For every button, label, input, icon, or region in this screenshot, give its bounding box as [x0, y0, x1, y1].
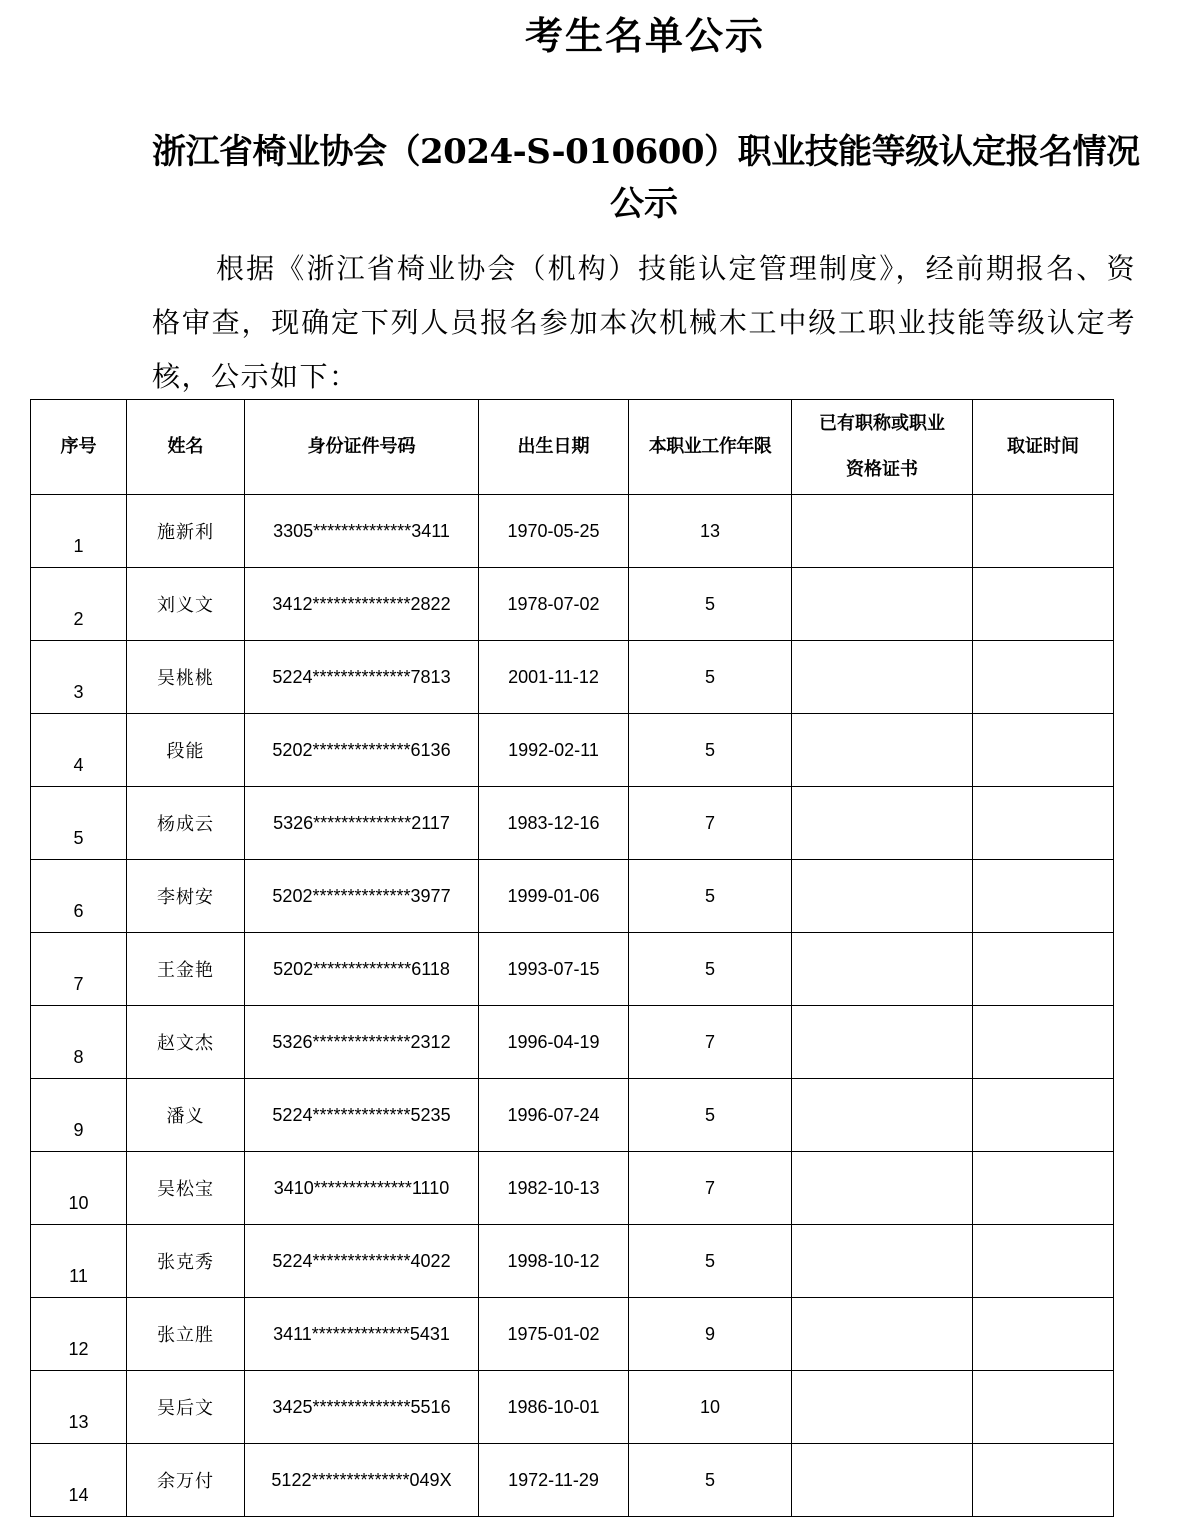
cell-name: 吴桃桃	[127, 641, 245, 714]
cell-cert-time	[973, 860, 1114, 933]
cell-cert-time	[973, 787, 1114, 860]
cell-certificate	[792, 568, 973, 641]
cell-work-years: 5	[629, 641, 792, 714]
header-certificate-line2: 资格证书	[846, 459, 918, 480]
candidate-table	[30, 399, 1114, 1517]
cell-index: 14	[31, 1444, 127, 1517]
cell-name: 施新利	[127, 495, 245, 568]
cell-certificate	[792, 1006, 973, 1079]
notice-subtitle-line1: 浙江省椅业协会（2024-S-010600）职业技能等级认定报名情况	[152, 132, 1140, 172]
cell-certificate	[792, 714, 973, 787]
cell-name: 余万付	[127, 1444, 245, 1517]
cell-name: 杨成云	[127, 787, 245, 860]
cell-birth-date: 1983-12-16	[479, 787, 629, 860]
intro-paragraph: 根据《浙江省椅业协会（机构）技能认定管理制度》，经前期报名、资格审查，现确定下列人员报名参加本次机械木工中级工职业技能等级认定考核，公示如下：	[152, 252, 1136, 393]
cell-name: 刘义文	[127, 568, 245, 641]
table-row	[31, 787, 1114, 860]
cell-birth-date: 1996-04-19	[479, 1006, 629, 1079]
cell-certificate	[792, 860, 973, 933]
cell-index: 13	[31, 1371, 127, 1444]
cell-certificate	[792, 1152, 973, 1225]
cell-index: 9	[31, 1079, 127, 1152]
table-row	[31, 568, 1114, 641]
cell-id-number: 3410**************1110	[245, 1152, 479, 1225]
cell-cert-time	[973, 1298, 1114, 1371]
cell-name: 张立胜	[127, 1298, 245, 1371]
cell-work-years: 5	[629, 860, 792, 933]
cell-id-number: 5224**************4022	[245, 1225, 479, 1298]
cell-birth-date: 1999-01-06	[479, 860, 629, 933]
cell-id-number: 5326**************2117	[245, 787, 479, 860]
cell-id-number: 3305**************3411	[245, 495, 479, 568]
cell-birth-date: 1998-10-12	[479, 1225, 629, 1298]
cell-work-years: 5	[629, 933, 792, 1006]
cell-name: 张克秀	[127, 1225, 245, 1298]
notice-subtitle-line2: 公示	[610, 184, 678, 224]
cell-certificate	[792, 1444, 973, 1517]
cell-birth-date: 1972-11-29	[479, 1444, 629, 1517]
cell-birth-date: 1975-01-02	[479, 1298, 629, 1371]
cell-id-number: 5202**************6118	[245, 933, 479, 1006]
cell-cert-time	[973, 568, 1114, 641]
cell-cert-time	[973, 933, 1114, 1006]
table-row	[31, 1152, 1114, 1225]
header-name: 姓名	[127, 400, 245, 495]
cell-work-years: 5	[629, 714, 792, 787]
cell-work-years: 5	[629, 1079, 792, 1152]
table-row	[31, 860, 1114, 933]
cell-index: 6	[31, 860, 127, 933]
table-row	[31, 1225, 1114, 1298]
table-row	[31, 1079, 1114, 1152]
cell-birth-date: 1978-07-02	[479, 568, 629, 641]
cell-cert-time	[973, 1006, 1114, 1079]
cell-birth-date: 1993-07-15	[479, 933, 629, 1006]
page-title: 考生名单公示	[524, 13, 765, 58]
cell-work-years: 10	[629, 1371, 792, 1444]
cell-name: 吴松宝	[127, 1152, 245, 1225]
table-row	[31, 641, 1114, 714]
table-row	[31, 1006, 1114, 1079]
cell-birth-date: 1992-02-11	[479, 714, 629, 787]
cell-work-years: 13	[629, 495, 792, 568]
cell-cert-time	[973, 1371, 1114, 1444]
cell-work-years: 5	[629, 568, 792, 641]
cell-work-years: 5	[629, 1444, 792, 1517]
table-header-row	[31, 400, 1114, 495]
cell-index: 3	[31, 641, 127, 714]
cell-name: 吴后文	[127, 1371, 245, 1444]
cell-cert-time	[973, 1444, 1114, 1517]
cell-birth-date: 1982-10-13	[479, 1152, 629, 1225]
cell-name: 赵文杰	[127, 1006, 245, 1079]
cell-certificate	[792, 1079, 973, 1152]
header-index: 序号	[31, 400, 127, 495]
table-row	[31, 714, 1114, 787]
cell-id-number: 5202**************3977	[245, 860, 479, 933]
cell-work-years: 7	[629, 1152, 792, 1225]
cell-name: 段能	[127, 714, 245, 787]
cell-index: 1	[31, 495, 127, 568]
cell-cert-time	[973, 1079, 1114, 1152]
cell-certificate	[792, 933, 973, 1006]
cell-name: 王金艳	[127, 933, 245, 1006]
table-body	[31, 495, 1114, 1517]
cell-birth-date: 1986-10-01	[479, 1371, 629, 1444]
cell-index: 8	[31, 1006, 127, 1079]
cell-id-number: 5122**************049X	[245, 1444, 479, 1517]
header-work-years: 本职业工作年限	[629, 400, 792, 495]
notice-subtitle	[152, 126, 1140, 230]
cell-index: 4	[31, 714, 127, 787]
cell-name: 李树安	[127, 860, 245, 933]
cell-index: 7	[31, 933, 127, 1006]
cell-certificate	[792, 787, 973, 860]
header-certificate-line1: 已有职称或职业	[819, 413, 945, 434]
header-cert-time: 取证时间	[973, 400, 1114, 495]
header-birth-date: 出生日期	[479, 400, 629, 495]
cell-id-number: 3425**************5516	[245, 1371, 479, 1444]
cell-cert-time	[973, 1152, 1114, 1225]
cell-id-number: 5326**************2312	[245, 1006, 479, 1079]
header-id-number: 身份证件号码	[245, 400, 479, 495]
cell-cert-time	[973, 641, 1114, 714]
cell-id-number: 5202**************6136	[245, 714, 479, 787]
cell-birth-date: 1996-07-24	[479, 1079, 629, 1152]
table-row	[31, 1371, 1114, 1444]
table-row	[31, 495, 1114, 568]
cell-cert-time	[973, 495, 1114, 568]
cell-certificate	[792, 1298, 973, 1371]
cell-id-number: 5224**************7813	[245, 641, 479, 714]
cell-index: 10	[31, 1152, 127, 1225]
cell-index: 2	[31, 568, 127, 641]
cell-birth-date: 2001-11-12	[479, 641, 629, 714]
cell-certificate	[792, 1371, 973, 1444]
table-row	[31, 1444, 1114, 1517]
cell-work-years: 7	[629, 787, 792, 860]
cell-index: 12	[31, 1298, 127, 1371]
table-row	[31, 1298, 1114, 1371]
cell-id-number: 3412**************2822	[245, 568, 479, 641]
cell-id-number: 5224**************5235	[245, 1079, 479, 1152]
cell-certificate	[792, 641, 973, 714]
cell-index: 11	[31, 1225, 127, 1298]
cell-work-years: 7	[629, 1006, 792, 1079]
cell-certificate	[792, 495, 973, 568]
header-certificate	[792, 400, 973, 495]
cell-index: 5	[31, 787, 127, 860]
cell-id-number: 3411**************5431	[245, 1298, 479, 1371]
cell-work-years: 5	[629, 1225, 792, 1298]
table-row	[31, 933, 1114, 1006]
cell-certificate	[792, 1225, 973, 1298]
cell-birth-date: 1970-05-25	[479, 495, 629, 568]
cell-work-years: 9	[629, 1298, 792, 1371]
cell-cert-time	[973, 1225, 1114, 1298]
cell-name: 潘义	[127, 1079, 245, 1152]
cell-cert-time	[973, 714, 1114, 787]
